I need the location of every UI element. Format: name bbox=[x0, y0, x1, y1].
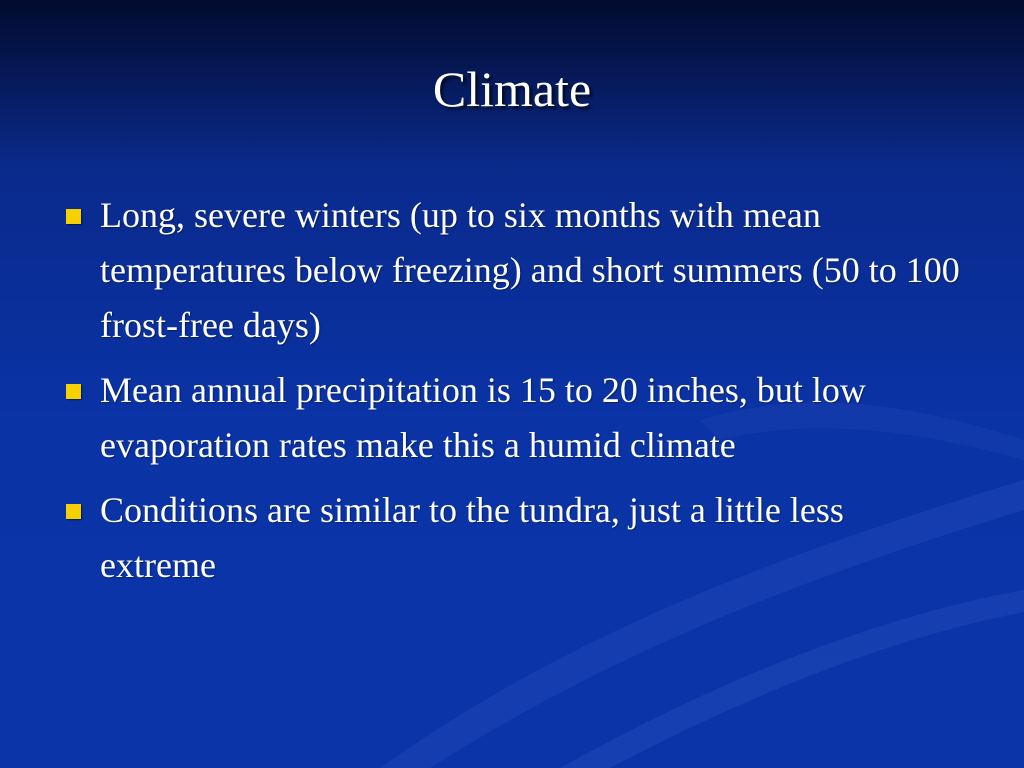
bullet-list bbox=[62, 188, 962, 603]
square-bullet-icon bbox=[66, 209, 81, 224]
bullet-item bbox=[62, 188, 962, 353]
bullet-item bbox=[62, 483, 962, 593]
bullet-text: Conditions are similar to the tundra, just a little less extreme bbox=[100, 490, 844, 585]
bullet-text: Long, severe winters (up to six months with mean temperatures below freezing) and short summers (50 to 100 frost-free days) bbox=[100, 195, 960, 345]
square-bullet-icon bbox=[66, 384, 81, 399]
bullet-item bbox=[62, 363, 962, 473]
square-bullet-icon bbox=[66, 504, 81, 519]
bullet-text: Mean annual precipitation is 15 to 20 inches, but low evaporation rates make this a humid climate bbox=[100, 370, 866, 465]
slide-title: Climate bbox=[432, 61, 592, 117]
